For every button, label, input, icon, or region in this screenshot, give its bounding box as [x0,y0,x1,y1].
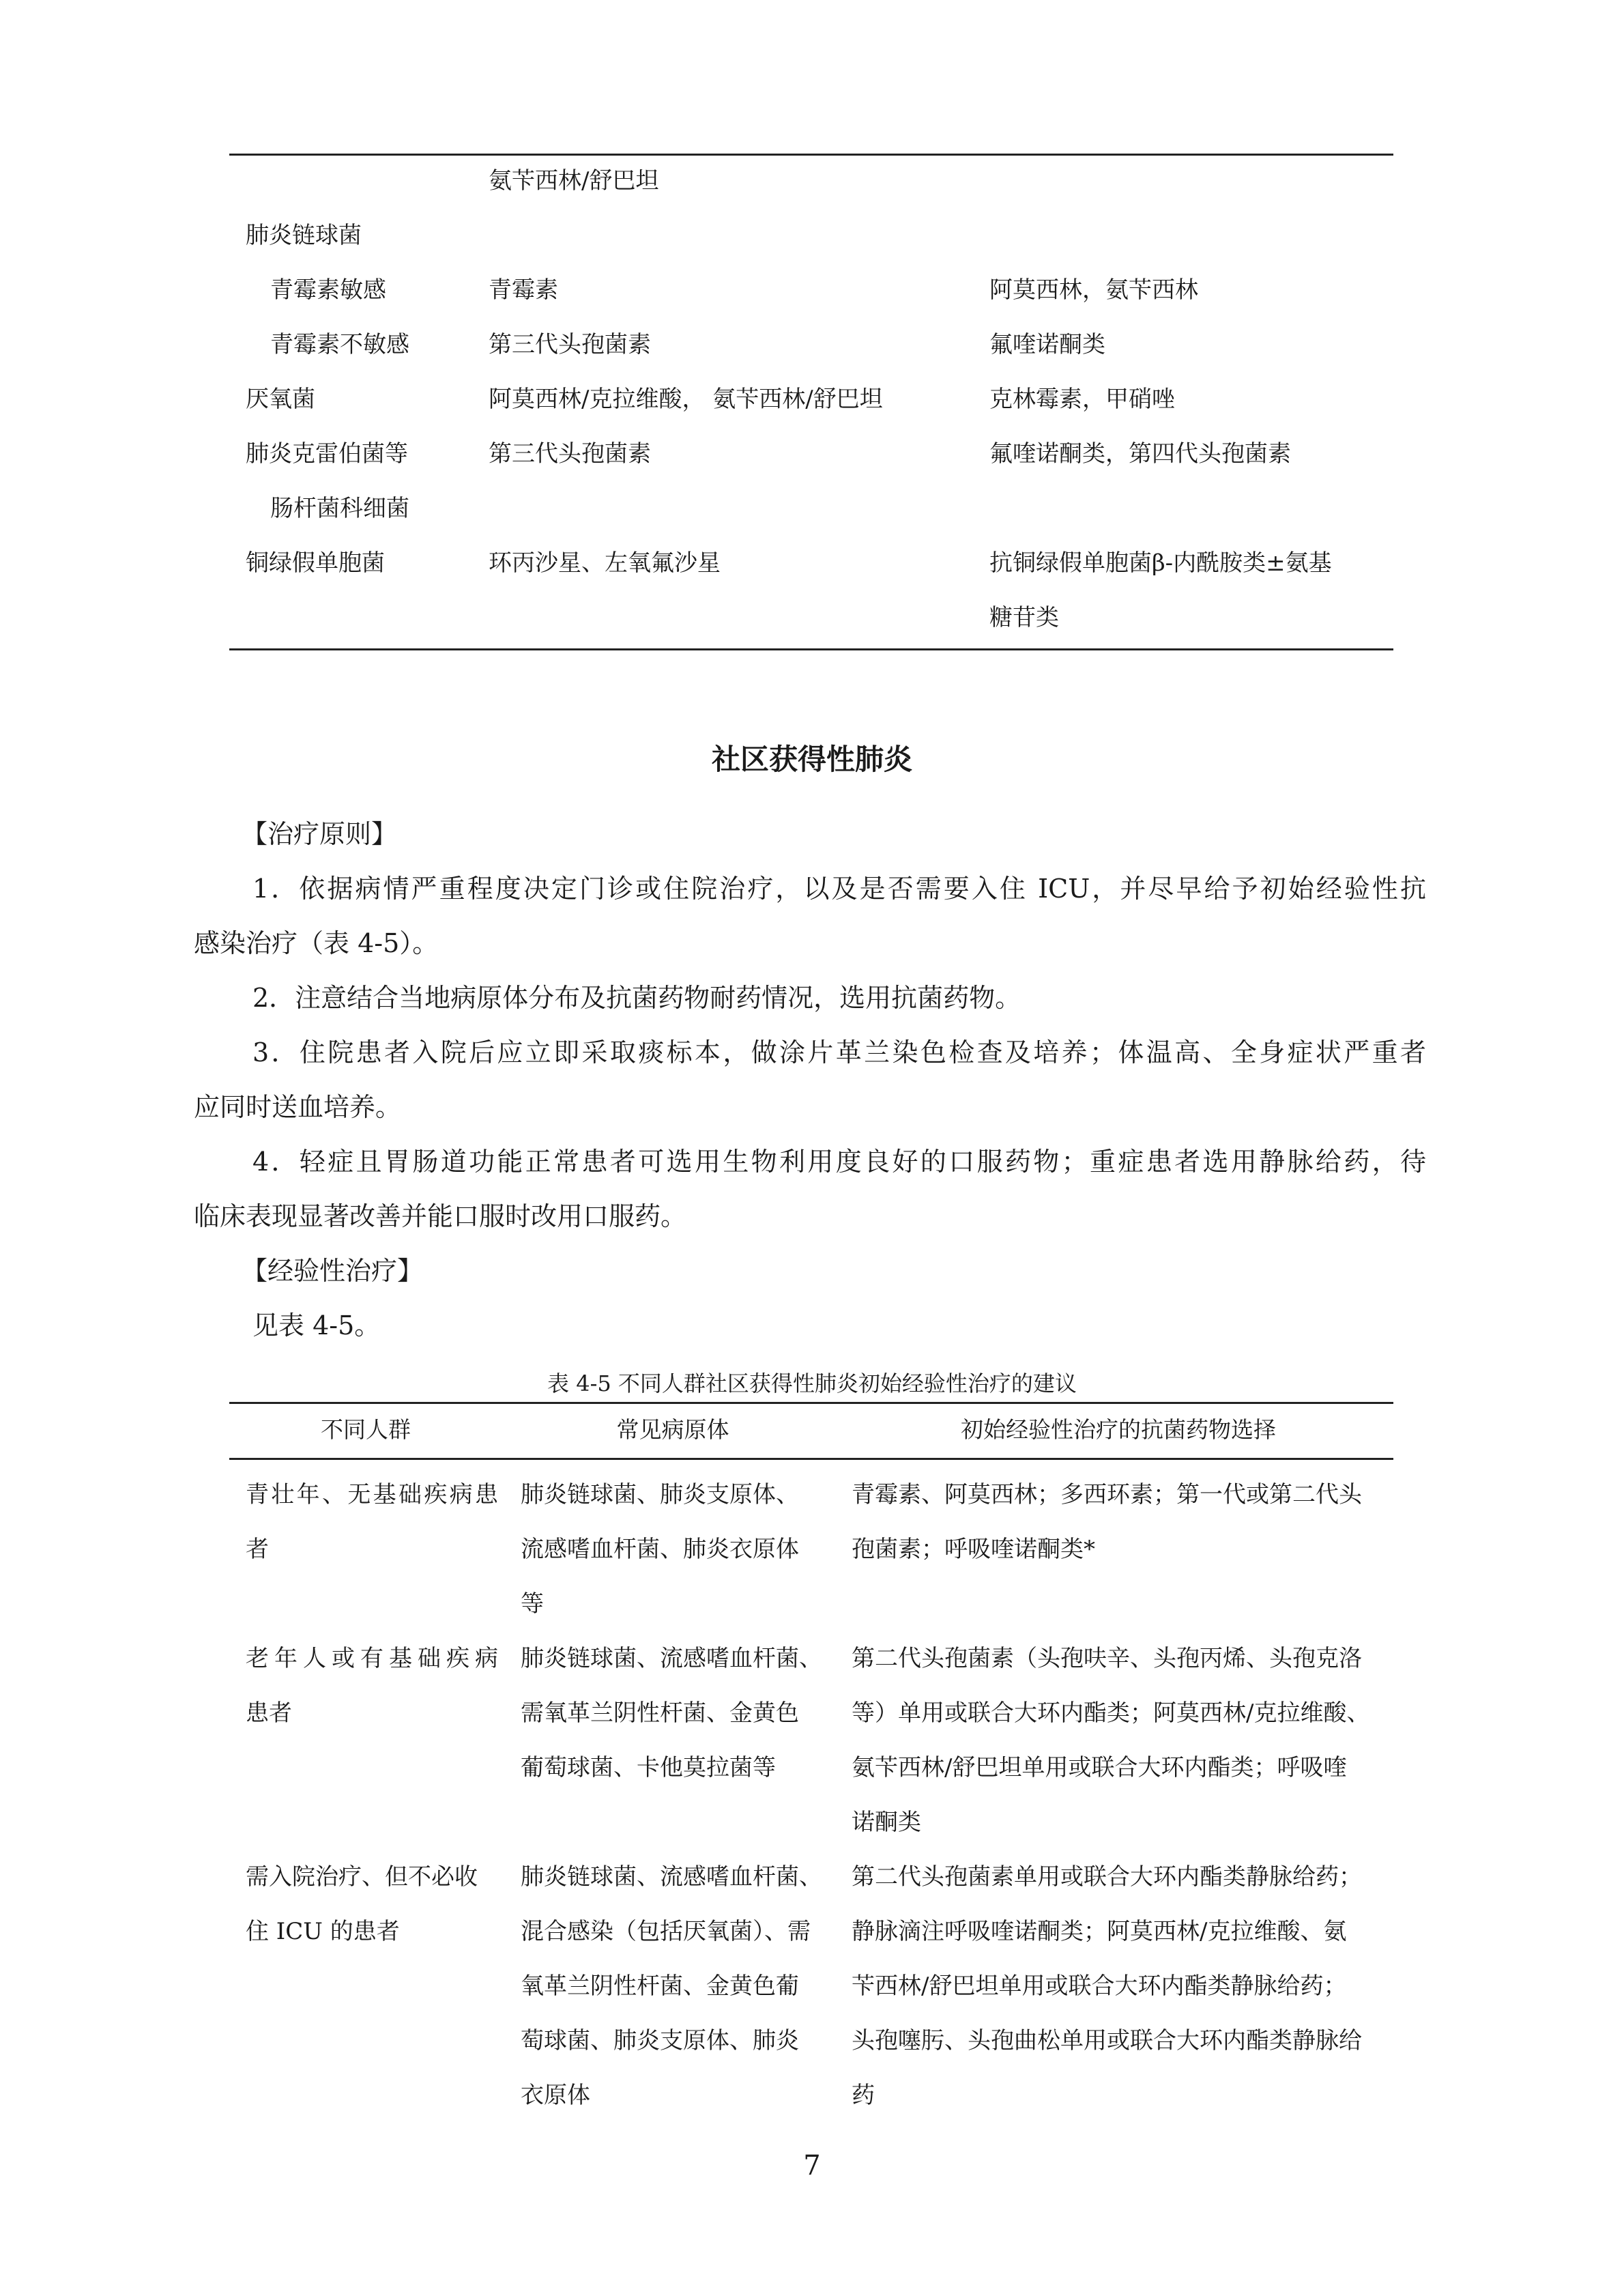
table-row [229,536,1393,590]
paragraph-line: 4．轻症且胃肠道功能正常患者可选用生物利用度良好的口服药物；重症患者选用静脉给药，待 [252,1147,1426,1177]
table-row [229,372,1393,427]
cell-line: 氨苄西林/舒巴坦单用或联合大环内酯类；呼吸喹 [852,1754,1347,1781]
cell-line: 需入院治疗、但不必收 [246,1863,478,1891]
drug-choice-cell [852,1467,1391,1577]
cell-line: 头孢噻肟、头孢曲松单用或联合大环内酯类静脉给 [852,2027,1362,2054]
principle-paragraph-4 [194,1134,1426,1244]
alternative-cell: 糖苷类 [989,604,1059,631]
cell-line: 混合感染（包括厌氧菌）、需 [521,1918,811,1945]
cell-line: 青霉素、阿莫西林；多西环素；第一代或第二代头 [852,1481,1362,1508]
table-row [229,263,1393,317]
table-row [229,317,1393,372]
pathogens-cell [521,1850,841,2123]
pathogen-cell: 肺炎克雷伯菌等 [246,440,408,468]
principles-heading: 【治疗原则】 [242,819,398,849]
cell-line: 患者 [246,1699,292,1727]
alternative-cell: 氟喹诺酮类，第四代头孢菌素 [989,440,1291,468]
cell-line: 葡萄球菌、卡他莫拉菌等 [521,1754,776,1781]
first-choice-cell: 第三代头孢菌素 [489,331,651,358]
first-choice-cell: 阿莫西林/克拉维酸， 氨苄西林/舒巴坦 [489,386,883,413]
paragraph-line: 应同时送血培养。 [194,1092,402,1122]
population-cell [246,1850,498,1959]
drug-choice-cell [852,1850,1391,2123]
paragraph-line: 3．住院患者入院后应立即采取痰标本，做涂片革兰染色检查及培养；体温高、全身症状严重者 [252,1037,1426,1067]
cell-line: 静脉滴注呼吸喹诺酮类；阿莫西林/克拉维酸、氨 [852,1918,1347,1945]
first-choice-cell: 氨苄西林/舒巴坦 [489,167,659,195]
paragraph-line: 临床表现显著改善并能口服时改用口服药。 [194,1201,687,1231]
alternative-cell: 氟喹诺酮类 [989,331,1105,358]
cell-line: 等 [521,1590,544,1618]
cell-line: 肺炎链球菌、流感嗜血杆菌、 [521,1863,822,1891]
paragraph-line: 1．依据病情严重程度决定门诊或住院治疗，以及是否需要入住 ICU，并尽早给予初始经验性抗 [252,874,1426,904]
population-cell [246,1467,498,1577]
pathogen-cell: 肠杆菌科细菌 [270,495,409,522]
cell-line: 第二代头孢菌素（头孢呋辛、头孢丙烯、头孢克洛 [852,1645,1362,1672]
cell-line: 第二代头孢菌素单用或联合大环内酯类静脉给药； [852,1863,1362,1891]
cell-line: 氧革兰阴性杆菌、金黄色葡 [521,1972,799,2000]
cell-line: 肺炎链球菌、流感嗜血杆菌、 [521,1645,822,1672]
principle-paragraph-2 [194,971,1426,1025]
pathogens-cell [521,1467,841,1631]
pathogen-cell: 厌氧菌 [246,386,315,413]
cell-line: 老年人或有基础疾病 [246,1645,498,1672]
see-table-text: 见表 4-5。 [252,1310,381,1340]
pathogens-cell [521,1631,841,1795]
principle-paragraph-3 [194,1025,1426,1134]
first-choice-cell: 青霉素 [489,276,558,304]
table-row [229,154,1393,208]
alternative-cell: 抗铜绿假单胞菌β-内酰胺类±氨基 [989,549,1332,577]
table-bottom-rule [229,648,1393,650]
first-choice-cell: 环丙沙星、左氧氟沙星 [489,549,721,577]
table-row [229,1467,1393,1631]
first-choice-cell: 第三代头孢菌素 [489,440,651,468]
table-row [229,427,1393,481]
pathogen-cell: 铜绿假单胞菌 [246,549,385,577]
cell-line: 孢菌素；呼吸喹诺酮类* [852,1536,1095,1563]
drug-choice-cell [852,1631,1391,1850]
paragraph-line: 2．注意结合当地病原体分布及抗菌药物耐药情况，选用抗菌药物。 [252,983,1021,1013]
section-title: 社区获得性肺炎 [711,743,912,776]
table-row [229,481,1393,536]
empiric-heading: 【经验性治疗】 [242,1256,424,1286]
cell-line: 萄球菌、肺炎支原体、肺炎 [521,2027,799,2054]
cell-line: 等）单用或联合大环内酯类；阿莫西林/克拉维酸、 [852,1699,1370,1727]
table-row [229,1850,1393,2123]
cell-line: 需氧革兰阴性杆菌、金黄色 [521,1699,799,1727]
cell-line: 青壮年、无基础疾病患 [246,1481,498,1508]
table-row [229,590,1393,645]
table-row [229,1631,1393,1850]
pathogen-cell: 青霉素敏感 [270,276,386,304]
cell-line: 药 [852,2082,875,2109]
cell-line: 苄西林/舒巴坦单用或联合大环内酯类静脉给药； [852,1972,1347,2000]
paragraph-line: 感染治疗（表 4-5）。 [194,928,439,958]
pathogen-cell: 青霉素不敏感 [270,331,409,358]
cell-line: 衣原体 [521,2082,590,2109]
table45-header-rule [229,1458,1393,1460]
header-pathogens: 常见病原体 [616,1416,729,1443]
population-cell [246,1631,498,1740]
table-row [229,208,1393,263]
table-caption: 表 4-5 不同人群社区获得性肺炎初始经验性治疗的建议 [547,1371,1077,1396]
table-header-row [229,1402,1393,1458]
header-drug-choice: 初始经验性治疗的抗菌药物选择 [961,1416,1276,1443]
alternative-cell: 克林霉素，甲硝唑 [989,386,1175,413]
cell-line: 住 ICU 的患者 [246,1918,400,1945]
cell-line: 诺酮类 [852,1809,921,1836]
cell-line: 肺炎链球菌、肺炎支原体、 [521,1481,799,1508]
alternative-cell: 阿莫西林，氨苄西林 [989,276,1198,304]
principle-paragraph-1 [194,861,1426,971]
cell-line: 流感嗜血杆菌、肺炎衣原体 [521,1536,799,1563]
pathogen-cell: 肺炎链球菌 [246,222,362,249]
page-number: 7 [803,2150,821,2181]
cell-line: 者 [246,1536,269,1563]
header-population: 不同人群 [321,1416,411,1443]
